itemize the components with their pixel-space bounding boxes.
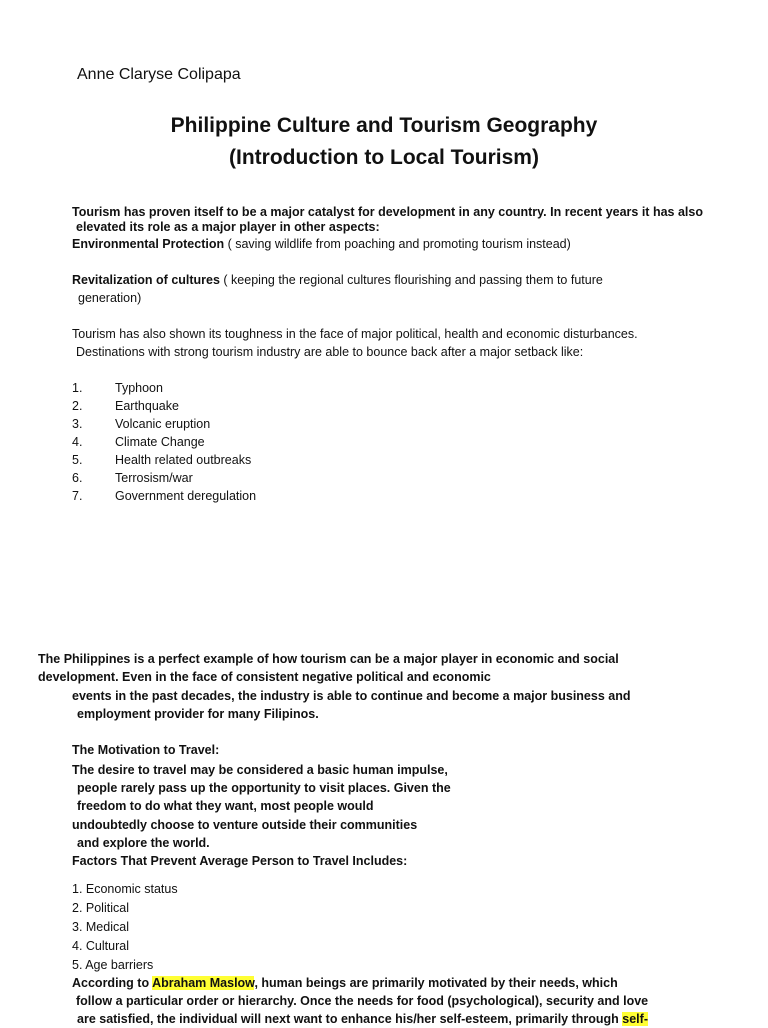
motivation-line-3: freedom to do what they want, most people would (77, 799, 374, 813)
environmental-protection-label: Environmental Protection (72, 237, 225, 251)
setbacks-list (72, 379, 256, 505)
intro-line-2: elevated its role as a major player in other aspects: (76, 220, 380, 234)
revitalization-line (72, 271, 603, 289)
motivation-line-1: The desire to travel may be considered a basic human impulse, (72, 763, 448, 777)
list-item: 5. Age barriers (72, 958, 154, 972)
list-item: 5. Health related outbreaks (72, 453, 252, 467)
maslow-line-2: follow a particular order or hierarchy. Once the needs for food (psychological), security and love (76, 994, 649, 1008)
intro-line-1: Tourism has proven itself to be a major catalyst for development in any country. In recent years it has also (72, 205, 703, 219)
author-name: Anne Claryse Colipapa (77, 66, 241, 83)
document-title: Philippine Culture and Tourism Geography (170, 114, 598, 137)
environmental-protection-text: ( saving wildlife from poaching and promoting tourism instead) (224, 237, 571, 251)
revitalization-label: Revitalization of cultures (72, 273, 220, 287)
maslow-line-1: According to Abraham Maslow, human beings are primarily motivated by their needs, which (72, 976, 618, 990)
document-subtitle: (Introduction to Local Tourism) (229, 146, 539, 169)
motivation-line-5: and explore the world. (77, 836, 210, 850)
list-item: 4. Climate Change (72, 435, 205, 449)
list-item: 6. Terrosism/war (72, 471, 193, 485)
motivation-heading: The Motivation to Travel: (72, 743, 220, 757)
philippines-line-4: employment provider for many Filipinos. (77, 707, 319, 721)
list-item: 4. Cultural (72, 939, 129, 953)
list-item: 2. Earthquake (72, 399, 179, 413)
maslow-line-3: are satisfied, the individual will next want to enhance his/her self-esteem, primarily through self- (77, 1012, 648, 1026)
revitalization-line-2: generation) (78, 291, 142, 305)
motivation-line-2: people rarely pass up the opportunity to visit places. Given the (77, 781, 451, 795)
toughness-line-2: Destinations with strong tourism industry are able to bounce back after a major setback like: (76, 345, 584, 359)
environmental-protection-line (72, 235, 571, 253)
motivation-line-4: undoubtedly choose to venture outside their communities (72, 818, 418, 832)
philippines-line-3: events in the past decades, the industry is able to continue and become a major business and (72, 689, 631, 703)
list-item: 7. Government deregulation (72, 489, 257, 503)
factors-list (72, 880, 178, 975)
factors-heading: Factors That Prevent Average Person to Travel Includes: (72, 854, 408, 868)
highlighted-word: self- (622, 1012, 648, 1026)
list-item: 3. Medical (72, 920, 129, 934)
philippines-line-1: The Philippines is a perfect example of how tourism can be a major player in economic and social (38, 652, 619, 666)
philippines-line-2: development. Even in the face of consistent negative political and economic (38, 670, 491, 684)
list-item: 3. Volcanic eruption (72, 417, 211, 431)
list-item: 1. Economic status (72, 882, 178, 896)
revitalization-text: ( keeping the regional cultures flourishing and passing them to future (219, 273, 603, 287)
highlighted-name: Abraham Maslow (152, 976, 255, 990)
list-item: 2. Political (72, 901, 129, 915)
list-item: 1. Typhoon (72, 381, 163, 395)
toughness-line-1: Tourism has also shown its toughness in the face of major political, health and economic disturbances. (72, 327, 638, 341)
